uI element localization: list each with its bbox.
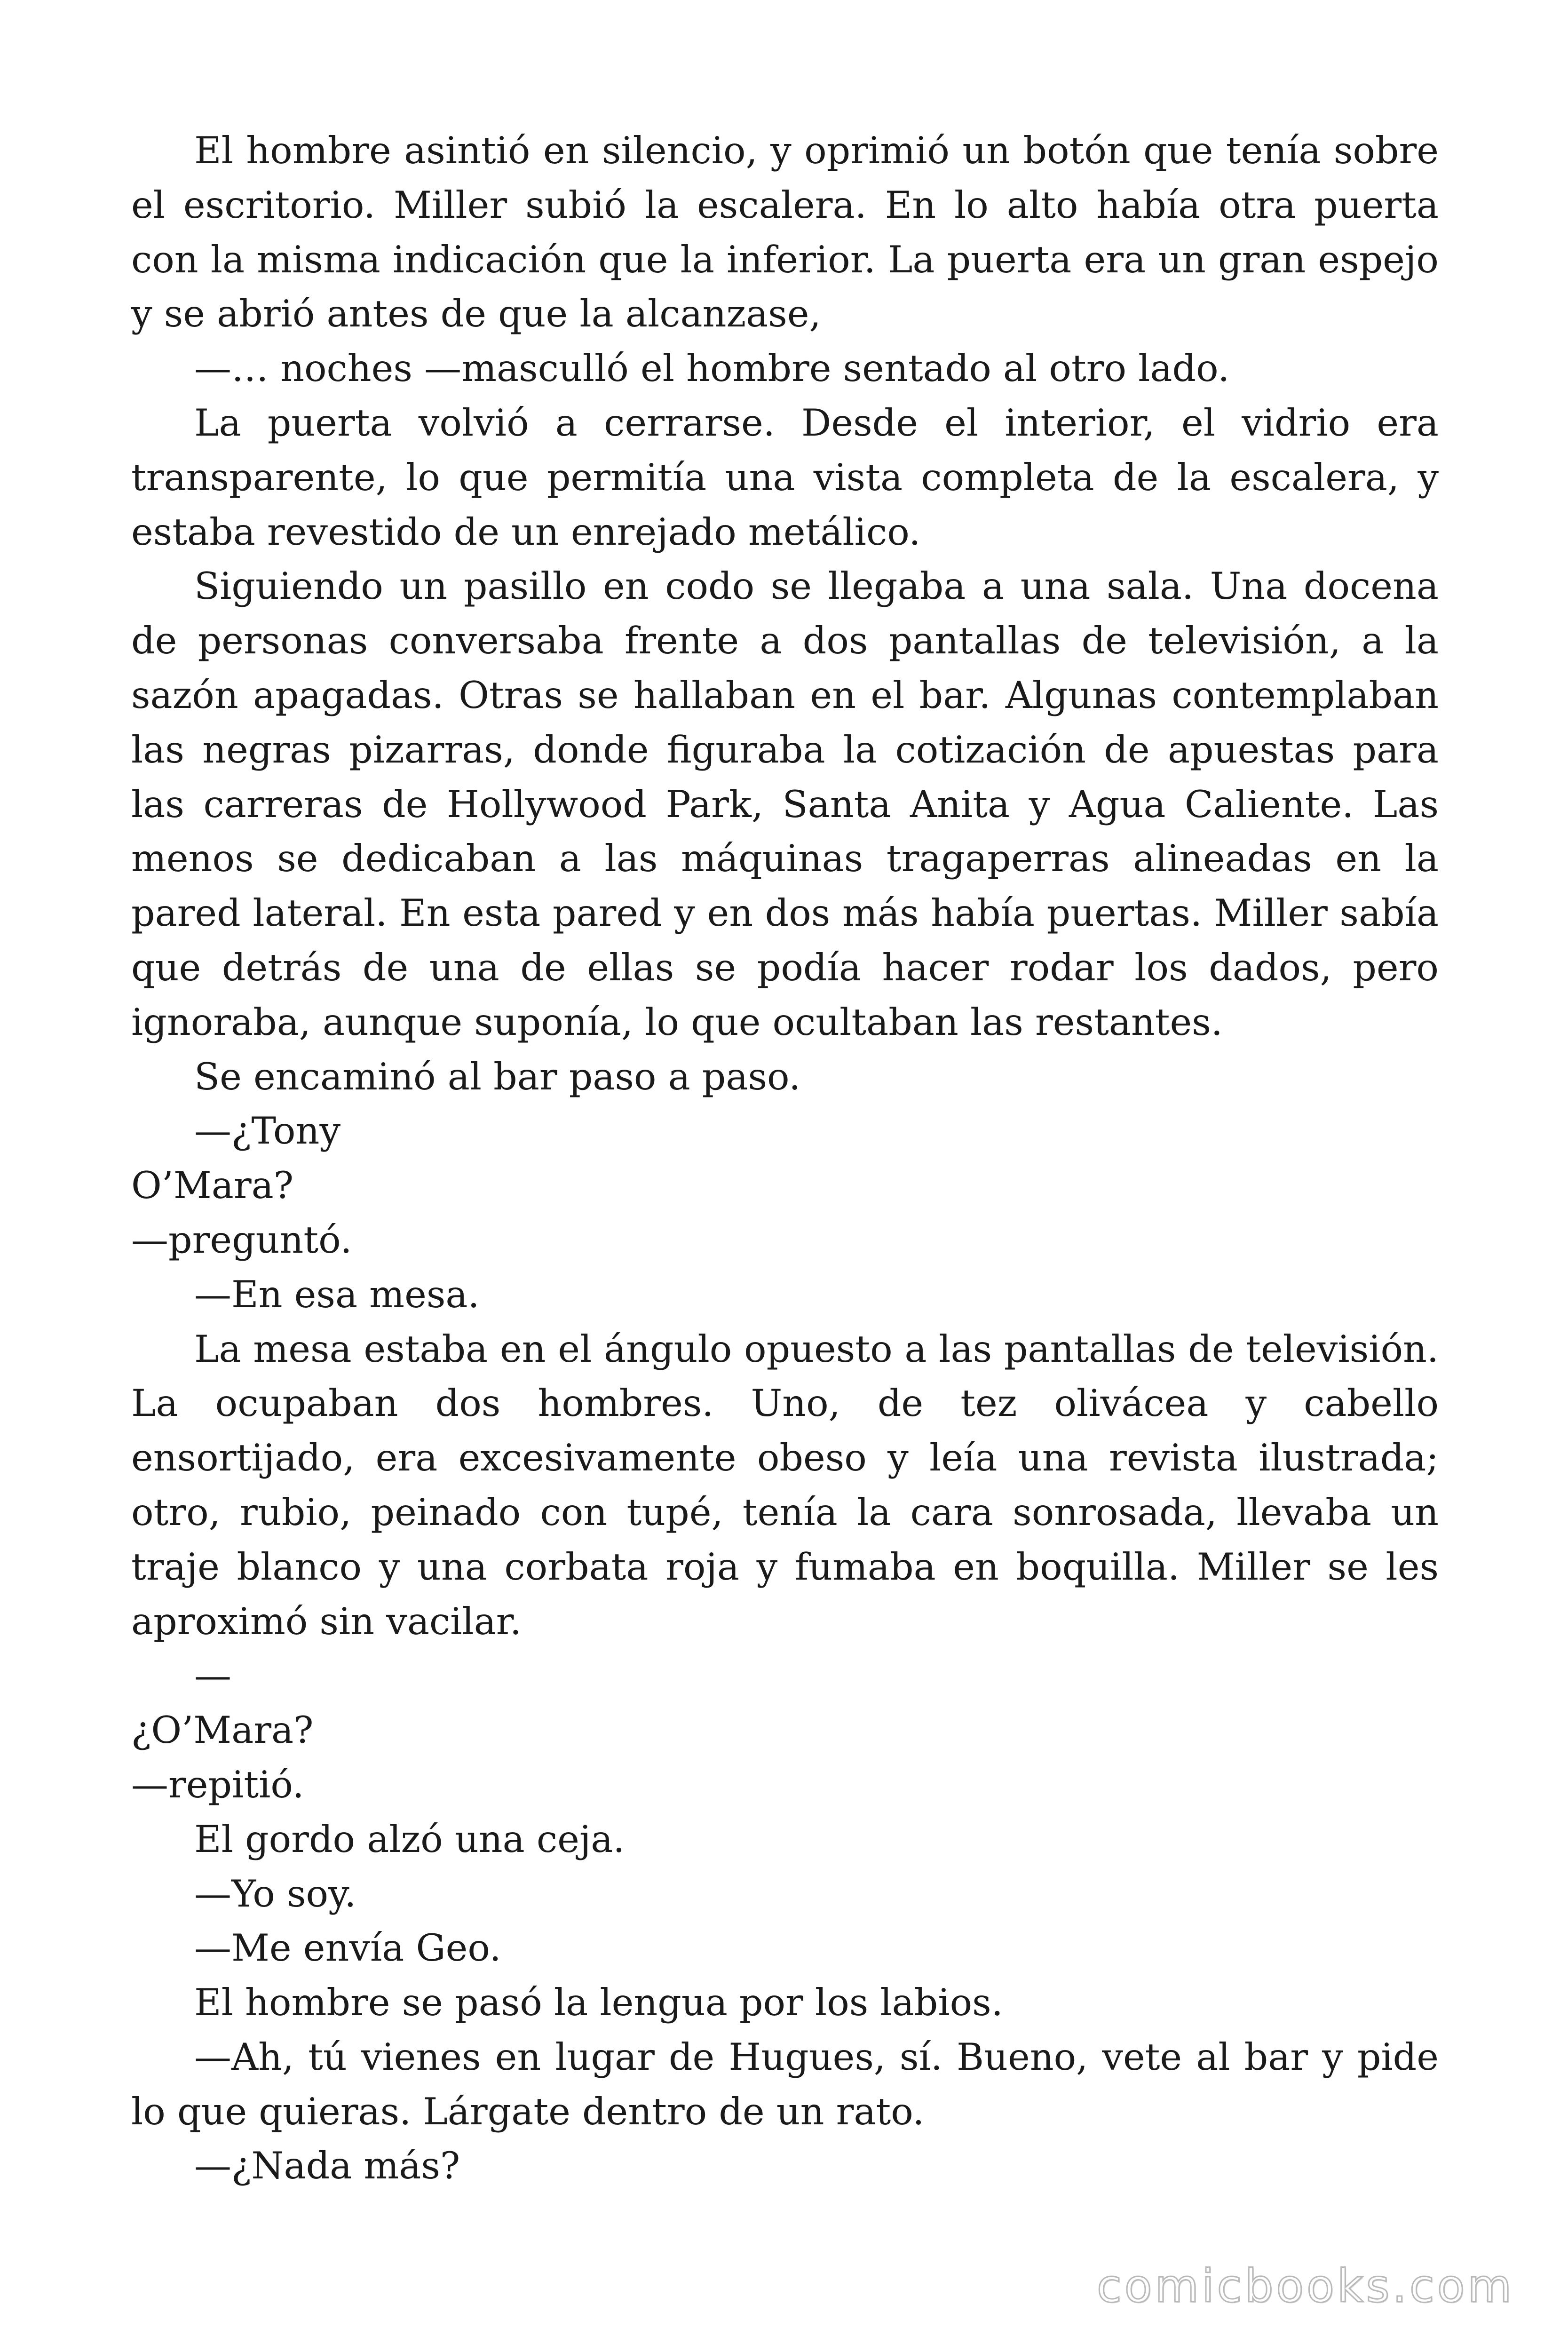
paragraph: —¿Nada más? <box>194 2144 460 2188</box>
paragraph: —preguntó. <box>131 1218 352 1262</box>
paragraph: —Ah, tú vienes en lugar de Hugues, sí. Bueno, vete al bar y pide lo que quieras. Lárgate dentro de un rato. <box>131 2035 1439 2133</box>
page-text <box>131 124 1439 2193</box>
paragraph: La mesa estaba en el ángulo opuesto a las pantallas de televisión. La ocupaban dos hombres. Uno, de tez olivácea y cabello ensortijado, era excesivamente obeso y leía una revista ilustrada; otro, rubio, peinado con tupé, tenía la cara sonrosada, llevaba un traje blanco y una corbata roja y fumaba en boquilla. Miller se les aproximó sin vacilar. <box>131 1327 1439 1643</box>
paragraph: El gordo alzó una ceja. <box>194 1817 625 1861</box>
watermark: comicbooks.com <box>1096 2260 1514 2312</box>
paragraph: — <box>194 1654 231 1698</box>
paragraph: O’Mara? <box>131 1164 294 1208</box>
paragraph: Se encaminó al bar paso a paso. <box>194 1055 801 1098</box>
paragraph: El hombre asintió en silencio, y oprimió un botón que tenía sobre el escritorio. Miller subió la escalera. En lo alto había otra puerta con la misma indicación que la inferior. La puerta era un gran espejo y se abrió antes de que la alcanzase, <box>131 129 1439 336</box>
paragraph: Siguiendo un pasillo en codo se llegaba a una sala. Una docena de personas conversaba frente a dos pantallas de televisión, a la sazón apagadas. Otras se hallaban en el bar. Algunas contemplaban las negras pizarras, donde figuraba la cotización de apuestas para las carreras de Hollywood Park, Santa Anita y Agua Caliente. Las menos se dedicaban a las máquinas tragaperras alineadas en la pared lateral. En esta pared y en dos más había puertas. Miller sabía que detrás de una de ellas se podía hacer rodar los dados, pero ignoraba, aunque suponía, lo que ocultaban las restantes. <box>131 564 1439 1044</box>
paragraph: La puerta volvió a cerrarse. Desde el interior, el vidrio era transparente, lo que permitía una vista completa de la escalera, y estaba revestido de un enrejado metálico. <box>131 401 1439 554</box>
paragraph: —repitió. <box>131 1763 304 1806</box>
paragraph: —En esa mesa. <box>194 1272 480 1316</box>
paragraph: El hombre se pasó la lengua por los labios. <box>194 1981 1003 2025</box>
paragraph: —Me envía Geo. <box>194 1926 501 1970</box>
paragraph: ¿O’Mara? <box>131 1708 314 1752</box>
paragraph: —… noches —masculló el hombre sentado al otro lado. <box>194 347 1230 390</box>
paragraph: —¿Tony <box>194 1109 341 1153</box>
paragraph: —Yo soy. <box>194 1872 356 1915</box>
